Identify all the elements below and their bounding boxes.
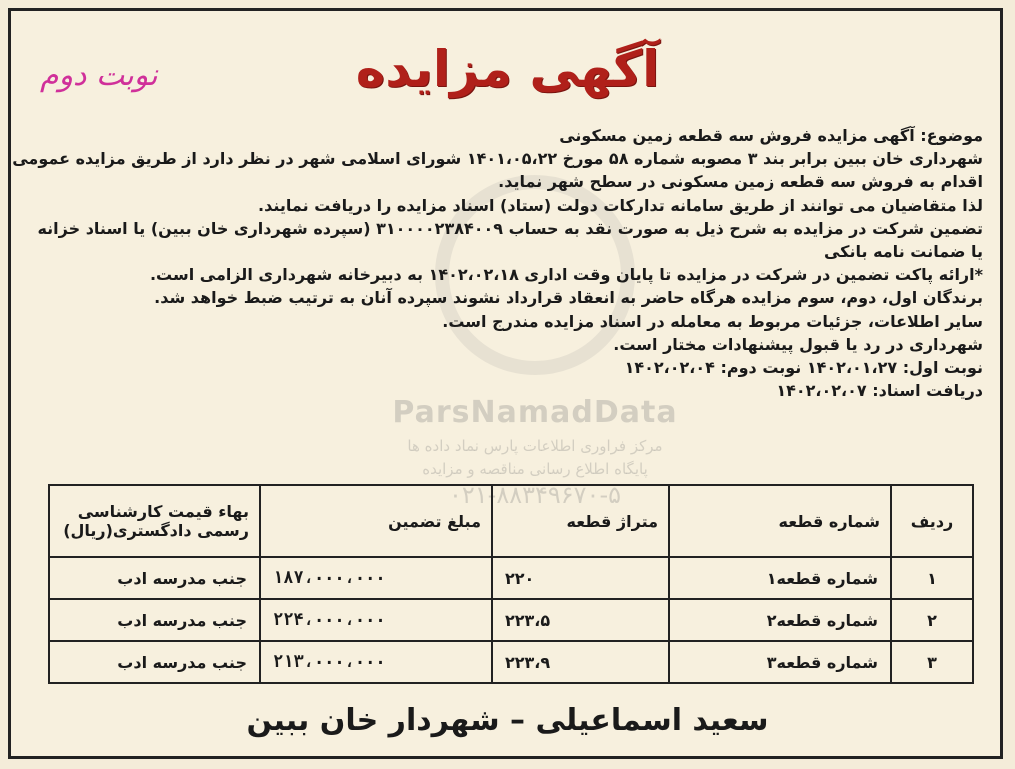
header-price: بهاء قیمت کارشناسی رسمی دادگستری(ریال) [49,485,260,557]
body-line: موضوع: آگهی مزایده فروش سه قطعه زمین مسکونی [559,126,983,145]
cell-area: ۲۲۳،۵ [492,599,669,641]
cell-guarantee: ۲۱۳،۰۰۰،۰۰۰ [260,641,492,683]
watermark-brand: ParsNamadData [392,395,678,430]
cell-row-number: ۱ [891,557,973,599]
watermark-phone: ۰۲۱-۸۸۳۴۹۶۷۰-۵ [448,481,621,509]
body-line: شهرداری در رد یا قبول پیشنهادات مختار است. [613,334,983,354]
auction-table [48,484,974,684]
body-line: سایر اطلاعات، جزئیات مربوط به معامله در اسناد مزایده مندرج است. [442,311,983,331]
header-plot-number: شماره قطعه [669,485,891,557]
body-line: برندگان اول، دوم، سوم مزایده هرگاه حاضر به انعقاد قرارداد نشوند سپرده آنان به ترتیب ضبط خواهد شد. [154,288,983,308]
body-line: لذا متقاضیان می توانند از طریق سامانه تدارکات دولت (ستاد) اسناد مزایده را دریافت نمایند. [258,195,983,215]
cell-plot-number: شماره قطعه۱ [669,557,891,599]
body-line: *ارائه پاکت تضمین در شرکت در مزایده تا پایان وقت اداری ۱۴۰۲،۰۲،۱۸ به دبیرخانه شهرداری الزامی است. [149,265,983,285]
turn-badge: نوبت دوم [40,58,158,93]
cell-area: ۲۲۰ [492,557,669,599]
cell-guarantee: ۱۸۷،۰۰۰،۰۰۰ [260,557,492,599]
table-row [49,557,973,599]
signature: سعید اسماعیلی – شهردار خان ببین [246,703,769,738]
cell-plot-number: شماره قطعه۳ [669,641,891,683]
table-row [49,641,973,683]
header-area: متراژ قطعه [492,485,669,557]
body-line: تضمین شرکت در مزایده به شرح ذیل به صورت نقد به حساب ۳۱۰۰۰۰۲۳۸۴۰۰۹ (سپرده شهرداری خان ببین) یا اسناد خزانه [37,218,983,238]
body-line: دریافت اسناد: ۱۴۰۲،۰۲،۰۷ [776,381,983,401]
table-row [49,599,973,641]
cell-price: جنب مدرسه ادب [49,599,260,641]
header-guarantee: مبلغ تضمین [260,485,492,557]
body-line: اقدام به فروش سه قطعه زمین مسکونی در سطح شهر نماید. [498,172,983,192]
body-line: شهرداری خان ببین برابر بند ۳ مصوبه شماره ۵۸ مورخ ۱۴۰۱،۰۵،۲۲ شورای اسلامی شهر در نظر دارد از طریق مزایده عمومی [12,149,983,169]
cell-price: جنب مدرسه ادب [49,641,260,683]
watermark-line-1: مرکز فراوری اطلاعات پارس نماد داده ها [407,437,663,455]
watermark-line-2: پایگاه اطلاع رسانی مناقصه و مزایده [422,460,648,478]
cell-plot-number: شماره قطعه۲ [669,599,891,641]
cell-area: ۲۲۳،۹ [492,641,669,683]
auction-table-wrap [48,484,974,684]
notice-title: آگهی مزایده [355,40,660,98]
cell-price: جنب مدرسه ادب [49,557,260,599]
table-header-row [49,485,973,557]
cell-guarantee: ۲۲۴،۰۰۰،۰۰۰ [260,599,492,641]
notice-body [12,124,983,402]
cell-row-number: ۳ [891,641,973,683]
header-row-number: ردیف [891,485,973,557]
body-line: یا ضمانت نامه بانکی [823,242,983,262]
cell-row-number: ۲ [891,599,973,641]
body-line: نوبت اول: ۱۴۰۲،۰۱،۲۷ نوبت دوم: ۱۴۰۲،۰۲،۰۴ [624,358,983,378]
